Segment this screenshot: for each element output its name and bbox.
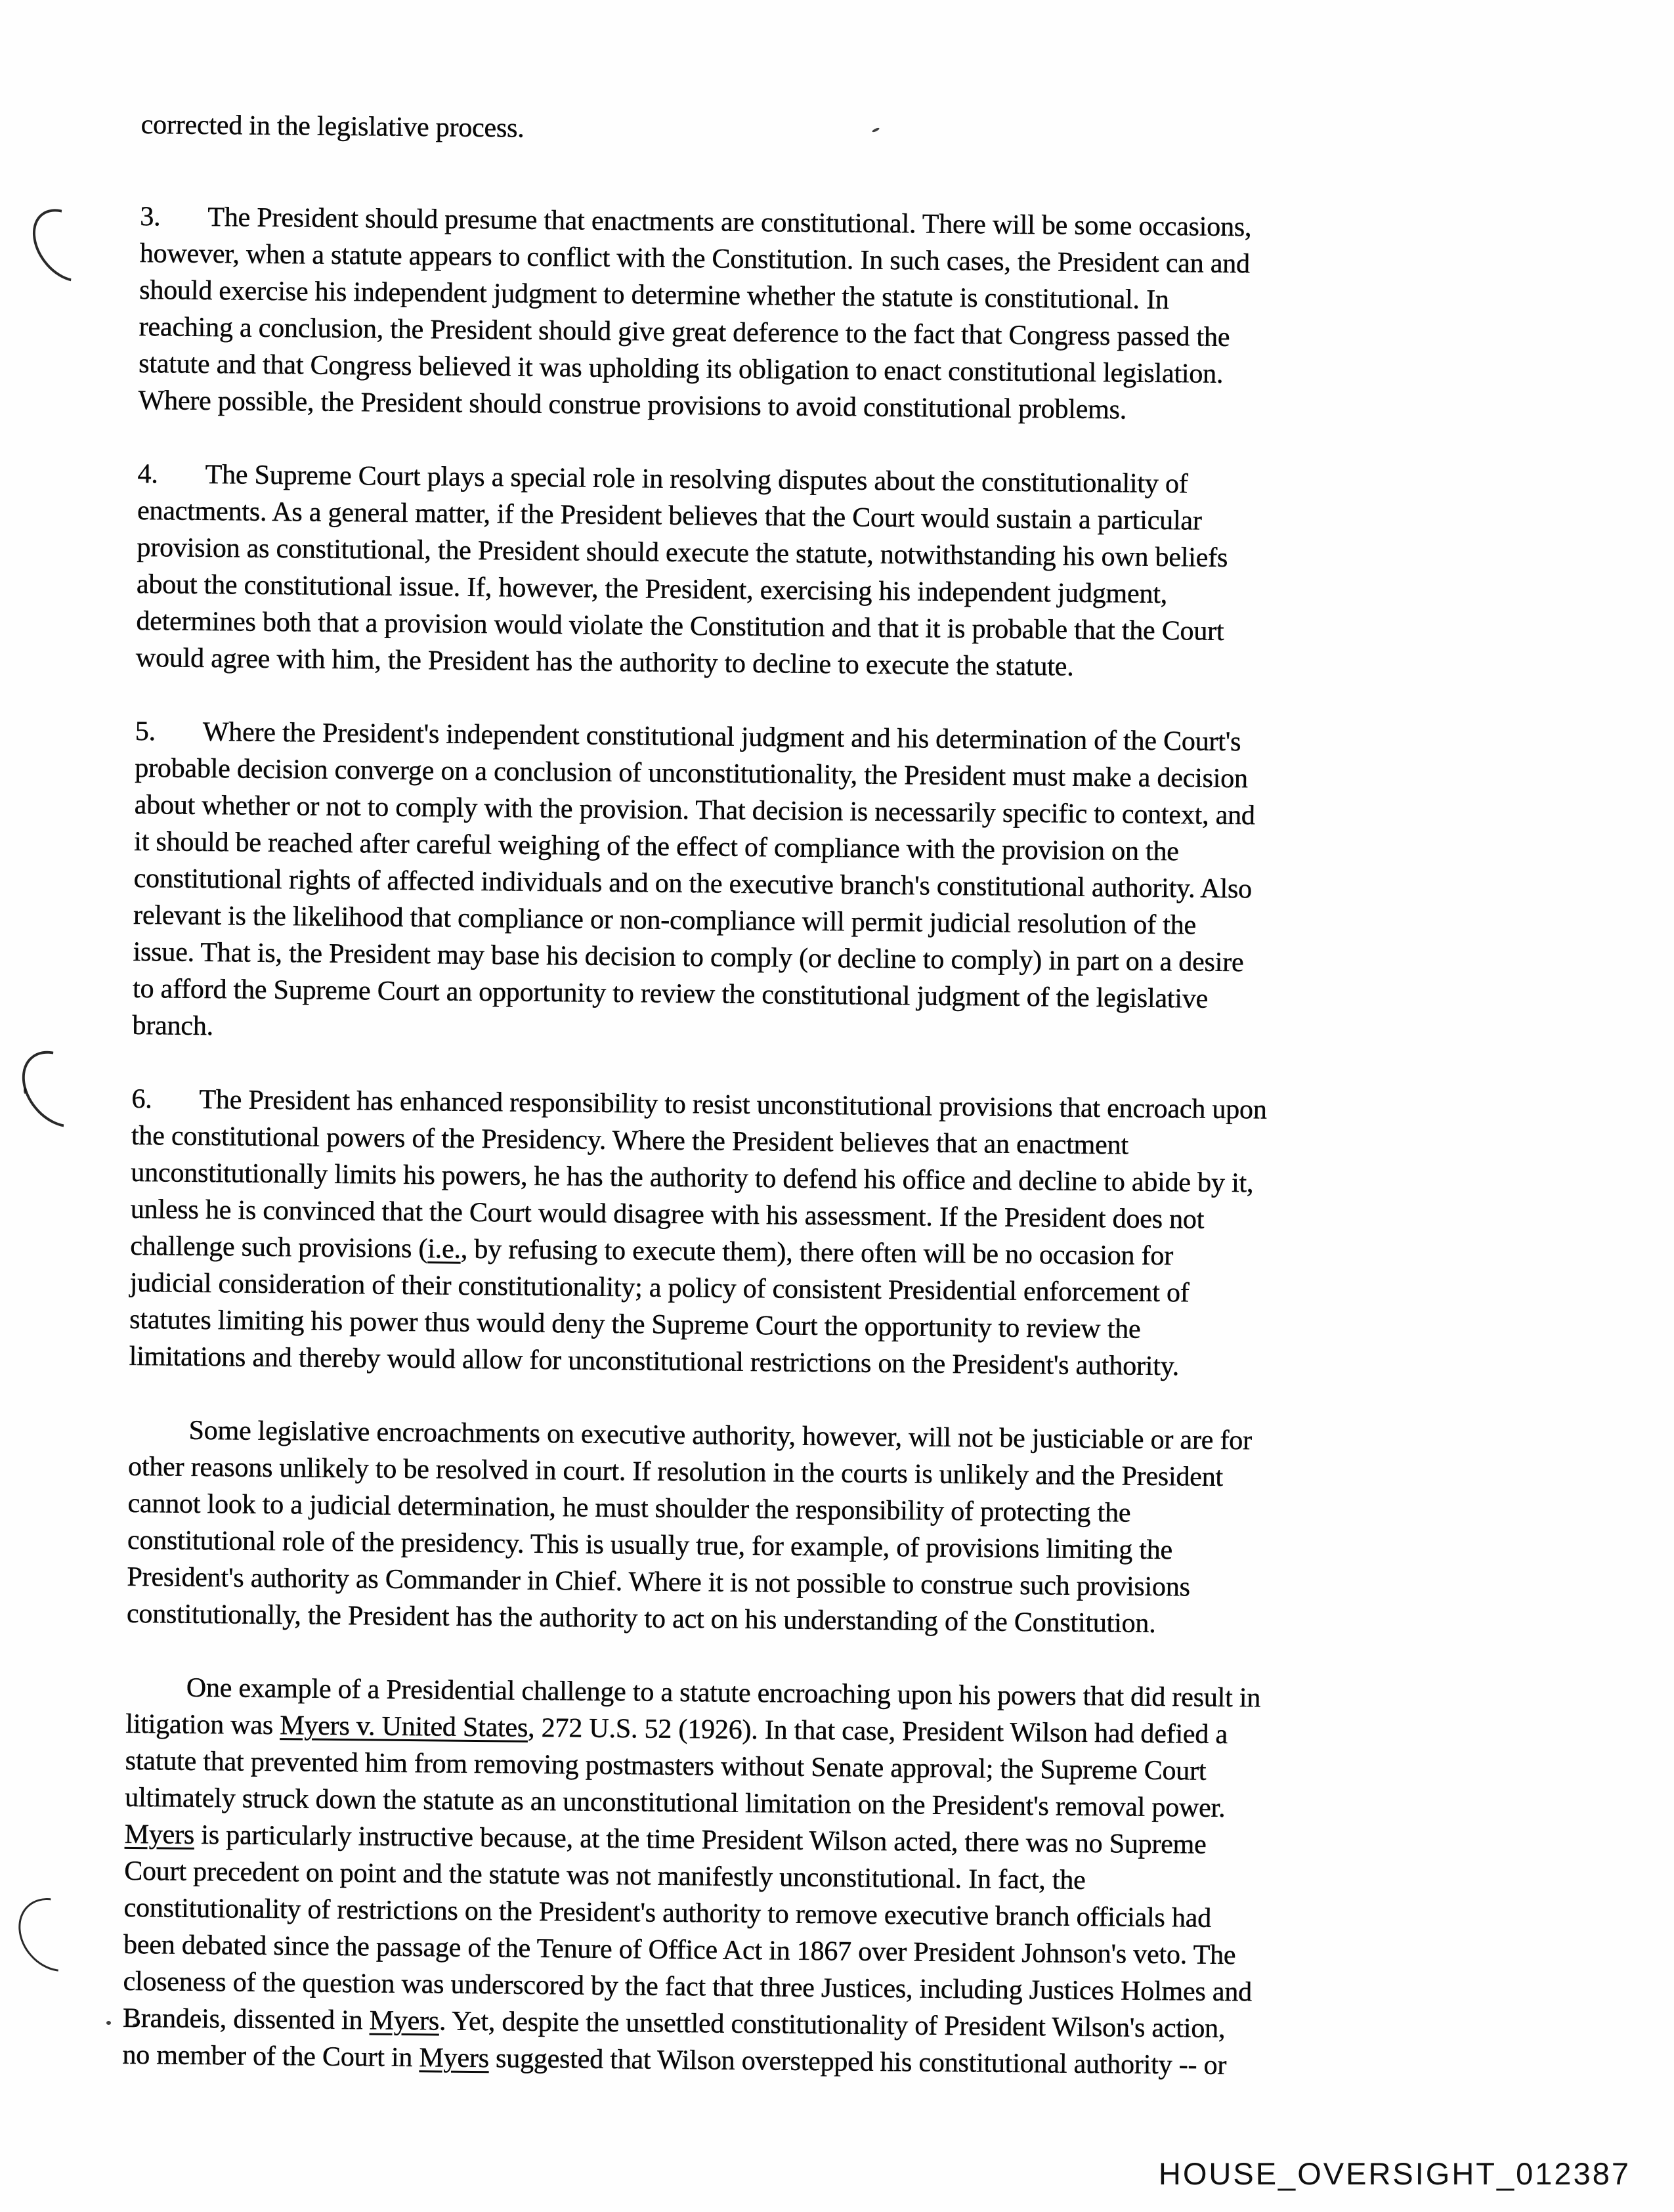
text-segment: provision as constitutional, the President should execute the statute, notwithstanding his own beliefs (137, 532, 1228, 573)
text-segment: Some legislative encroachments on executive authority, however, will not be justiciable or are for (188, 1415, 1253, 1456)
continuation-line: corrected in the legislative process. (140, 109, 525, 144)
paragraph-number: 5. (135, 716, 156, 747)
paragraph (122, 1669, 1544, 2087)
punch-hole-mark (7, 1037, 110, 1142)
text-segment: constitutional role of the presidency. This is usually true, for example, of provisions limiting the (127, 1525, 1173, 1566)
punch-hole-mark (19, 196, 114, 295)
underlined-citation: Myers (369, 2005, 440, 2037)
text-segment: constitutional rights of affected individuals and on the executive branch's constitutional authority. Also (133, 863, 1253, 905)
text-segment: constitutionally, the President has the authority to act on his understanding of the Constitution. (126, 1598, 1156, 1639)
text-segment: Where possible, the President should construe provisions to avoid constitutional problems. (138, 385, 1127, 425)
text-segment: determines both that a provision would violate the Constitution and that it is probable that the Court (136, 605, 1224, 647)
text-segment: One example of a Presidential challenge to a statute encroaching upon his powers that did result in (186, 1672, 1261, 1714)
text-segment: constitutionality of restrictions on the President's authority to remove executive branch officials had (123, 1892, 1212, 1934)
bates-stamp: HOUSE_OVERSIGHT_012387 (1158, 2156, 1631, 2191)
text-segment: . Yet, despite the unsettled constitutionality of President Wilson's action, (439, 2006, 1226, 2044)
paragraph-number: 4. (137, 458, 158, 490)
text-segment: issue. That is, the President may base his decision to comply (or decline to comply) in part on a desire (133, 936, 1244, 978)
text-segment: statute and that Congress believed it was upholding its obligation to enact constitutional legislation. (139, 348, 1224, 389)
document-content (122, 106, 1559, 2124)
text-segment: Brandeis, dissented in (122, 2003, 370, 2036)
text-segment: other reasons unlikely to be resolved in court. If resolution in the courts is unlikely and the President (127, 1451, 1224, 1492)
paragraph (138, 198, 1558, 433)
text-segment: unconstitutionally limits his powers, he has the authority to defend his office and decline to abide by it, (131, 1157, 1254, 1199)
text-segment: been debated since the passage of the Tenure of Office Act in 1867 over President Johnson's veto. The (123, 1929, 1236, 1971)
text-segment: relevant is the likelihood that compliance or non-compliance will permit judicial resolution of the (133, 900, 1197, 941)
text-segment: suggested that Wilson overstepped his constitutional authority -- or (488, 2043, 1227, 2081)
text-segment: the constitutional powers of the Presidency. Where the President believes that an enactment (131, 1120, 1129, 1161)
text-segment: The President should presume that enactments are constitutional. There will be some occasions, (207, 202, 1252, 243)
text-segment: , 272 U.S. 52 (1926). In that case, President Wilson had defied a (527, 1712, 1228, 1750)
text-segment: judicial consideration of their constitutionality; a policy of consistent Presidential enforcement of (129, 1267, 1190, 1309)
text-segment: , by refusing to execute them), there often will be no occasion for (460, 1234, 1174, 1272)
text-segment: President's authority as Commander in Chief. Where it is not possible to construe such provisions (127, 1561, 1190, 1603)
paragraph (127, 1412, 1547, 1646)
text-segment: limitations and thereby would allow for unconstitutional restrictions on the President's authority. (129, 1341, 1180, 1382)
paragraph-number: 6. (131, 1083, 152, 1115)
text-segment: should exercise his independent judgment to determine whether the statute is constitutional. In (139, 274, 1169, 316)
text-segment: closeness of the question was underscored by the fact that three Justices, including Justices Holmes and (123, 1966, 1253, 2008)
paragraphs-container (122, 198, 1558, 2087)
punch-hole-mark (4, 1884, 105, 1986)
underlined-citation: i.e. (427, 1234, 461, 1265)
paragraph (132, 713, 1553, 1058)
text-segment: to afford the Supreme Court an opportunity to review the constitutional judgment of the legislative (132, 973, 1209, 1014)
scan-speck (106, 2021, 111, 2025)
text-segment: litigation was (125, 1708, 280, 1741)
text-segment: reaching a conclusion, the President should give great deference to the fact that Congress passed the (139, 311, 1230, 353)
text-segment: about the constitutional issue. If, however, the President, exercising his independent judgment, (136, 569, 1168, 610)
scan-speck (24, 1087, 26, 1094)
text-segment: Where the President's independent constitutional judgment and his determination of the Court's (202, 716, 1241, 758)
text-segment: is particularly instructive because, at the time President Wilson acted, there was no Supreme (194, 1819, 1207, 1860)
text-segment: enactments. As a general matter, if the President believes that the Court would sustain a particular (137, 495, 1202, 536)
underlined-citation: Myers (419, 2043, 490, 2074)
text-segment: it should be reached after careful weighing of the effect of compliance with the provision on the (134, 826, 1179, 867)
text-segment: cannot look to a judicial determination, he must shoulder the responsibility of protecting the (127, 1488, 1131, 1529)
text-segment: ultimately struck down the statute as an unconstitutional limitation on the President's removal power. (125, 1782, 1226, 1823)
text-segment: however, when a statute appears to conflict with the Constitution. In such cases, the President can and (139, 238, 1251, 280)
paragraph-number: 3. (140, 201, 161, 232)
text-segment: The President has enhanced responsibility to resist unconstitutional provisions that encroach upon (199, 1084, 1267, 1125)
text-segment: statutes limiting his power thus would deny the Supreme Court the opportunity to review the (129, 1304, 1141, 1345)
text-segment: no member of the Court in (122, 2039, 419, 2073)
text-segment: challenge such provisions ( (130, 1230, 428, 1265)
text-segment: branch. (132, 1010, 214, 1042)
text-segment: about whether or not to comply with the provision. That decision is necessarily specific to context, and (134, 789, 1255, 831)
paragraph (129, 1081, 1549, 1389)
text-segment: Court precedent on point and the statute was not manifestly unconstitutional. In fact, the (123, 1855, 1086, 1896)
text-segment: probable decision converge on a conclusion of unconstitutionality, the President must make a decision (135, 752, 1249, 794)
text-segment: statute that prevented him from removing postmasters without Senate approval; the Supreme Court (125, 1745, 1207, 1787)
text-segment: unless he is convinced that the Court would disagree with his assessment. If the President does not (130, 1194, 1205, 1235)
underlined-citation: Myers (124, 1819, 195, 1850)
text-segment: would agree with him, the President has the authority to decline to execute the statute. (135, 642, 1074, 682)
text-segment: The Supreme Court plays a special role in resolving disputes about the constitutionality of (205, 459, 1188, 500)
paragraph (136, 456, 1556, 690)
underlined-citation: Myers v. United States (280, 1710, 528, 1743)
